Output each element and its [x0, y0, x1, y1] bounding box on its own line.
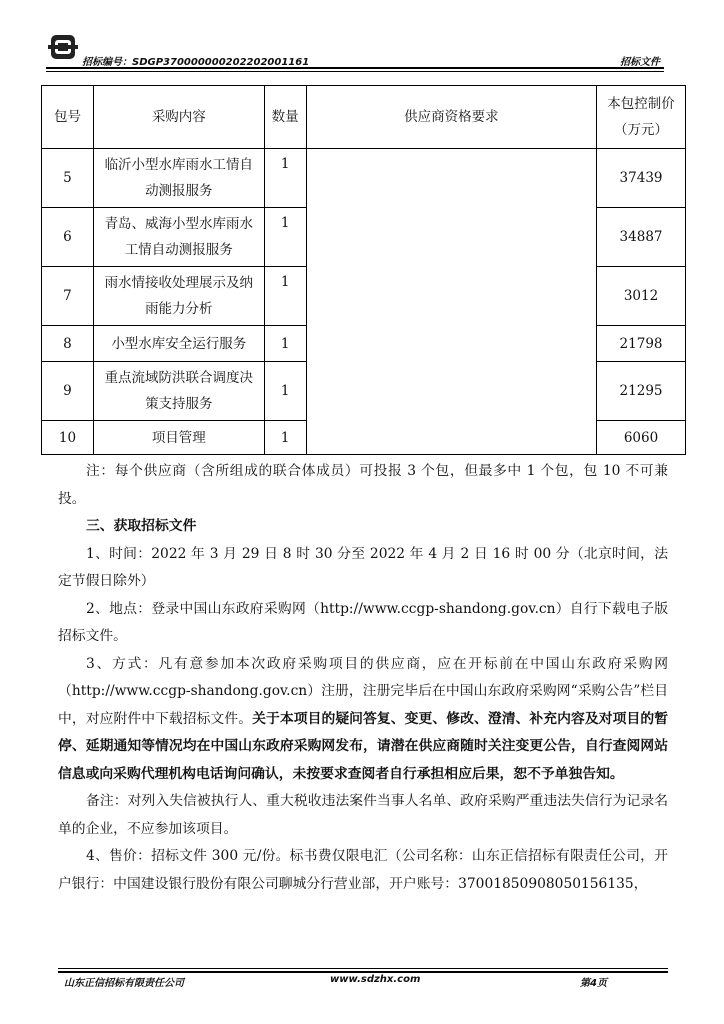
header-quantity: 数量	[264, 86, 306, 149]
package-qty: 1	[264, 149, 306, 208]
page-header	[46, 30, 666, 66]
package-price: 37439	[597, 149, 686, 208]
package-content: 小型水库安全运行服务	[93, 326, 264, 362]
package-content: 雨水情接收处理展示及纳雨能力分析	[93, 267, 264, 326]
company-logo-icon	[48, 32, 78, 62]
table-note: 注：每个供应商（含所组成的联合体成员）可投报 3 个包，但最多中 1 个包，包 10 不可兼投。	[58, 463, 668, 507]
table-row	[42, 149, 686, 208]
header-price	[597, 86, 686, 149]
package-price: 21295	[597, 362, 686, 421]
package-no: 8	[42, 326, 94, 362]
method-text: 3、方式：凡有意参加本次政府采购项目的供应商，应在开标前在中国山东政府采购网（http://www.ccgp-shandong.gov.cn）注册，注册完毕后在中国山东政府采购网“采购公告”栏目中，对应附件中下载招标文件。	[58, 655, 668, 727]
package-content: 重点流域防洪联合调度决策支持服务	[93, 362, 264, 421]
header-price-line1: 本包控制价	[607, 96, 675, 112]
package-content: 项目管理	[93, 421, 264, 455]
footer-company: 山东正信招标有限责任公司	[64, 978, 184, 989]
package-price: 3012	[597, 267, 686, 326]
package-qty: 1	[264, 326, 306, 362]
footer-divider	[58, 968, 668, 969]
package-no: 5	[42, 149, 94, 208]
document-type: 招标文件	[620, 57, 660, 68]
package-price: 6060	[597, 421, 686, 455]
package-table	[41, 85, 686, 455]
table-header-row	[42, 86, 686, 149]
package-no: 9	[42, 362, 94, 421]
header-divider	[46, 67, 664, 69]
paragraph-price: 4、售价：招标文件 300 元/份。标书费仅限电汇（公司名称：山东正信招标有限责任公司，开户银行：中国建设银行股份有限公司聊城分行营业部，开户账号：37001850908050156135，	[58, 848, 668, 892]
header-divider-thin	[46, 71, 664, 72]
package-price: 34887	[597, 208, 686, 267]
package-qty: 1	[264, 362, 306, 421]
package-price: 21798	[597, 326, 686, 362]
footer-page-number: 第4页	[580, 978, 607, 989]
footer-divider-thick	[58, 971, 668, 973]
package-qty: 1	[264, 421, 306, 455]
section-heading: 三、获取招标文件	[86, 518, 197, 534]
header-qualification: 供应商资格要求	[306, 86, 596, 149]
paragraph-time: 1、时间：2022 年 3 月 29 日 8 时 30 分至 2022 年 4 月 2 日 16 时 00 分（北京时间，法定节假日除外）	[58, 545, 668, 589]
method-bold-notice: 关于本项目的疑问答复、变更、修改、澄清、补充内容及对项目的暂停、延期通知等情况均在中国山东政府采购网发布，请潜在供应商随时关注变更公告，自行查阅网站信息或向采购代理机构电话询问确认，未按要求查阅者自行承担相应后果，恕不予单独告知。	[58, 710, 669, 782]
qualification-cell	[306, 149, 596, 455]
header-content: 采购内容	[93, 86, 264, 149]
document-body	[58, 458, 668, 898]
paragraph-location: 2、地点：登录中国山东政府采购网（http://www.ccgp-shandong.gov.cn）自行下载电子版招标文件。	[58, 600, 668, 644]
package-qty: 1	[264, 267, 306, 326]
paragraph-remark: 备注：对列入失信被执行人、重大税收违法案件当事人名单、政府采购严重违法失信行为记录名单的企业，不应参加该项目。	[58, 793, 668, 837]
footer-website: www.sdzhx.com	[330, 974, 421, 985]
header-price-line2: （万元）	[614, 122, 669, 138]
package-no: 6	[42, 208, 94, 267]
package-no: 7	[42, 267, 94, 326]
tender-number: 招标编号：SDGP370000000202202001161	[82, 57, 310, 68]
header-package-no: 包号	[42, 86, 94, 149]
package-qty: 1	[264, 208, 306, 267]
paragraph-method	[58, 651, 668, 789]
package-content: 青岛、威海小型水库雨水工情自动测报服务	[93, 208, 264, 267]
package-no: 10	[42, 421, 94, 455]
package-content: 临沂小型水库雨水工情自动测报服务	[93, 149, 264, 208]
